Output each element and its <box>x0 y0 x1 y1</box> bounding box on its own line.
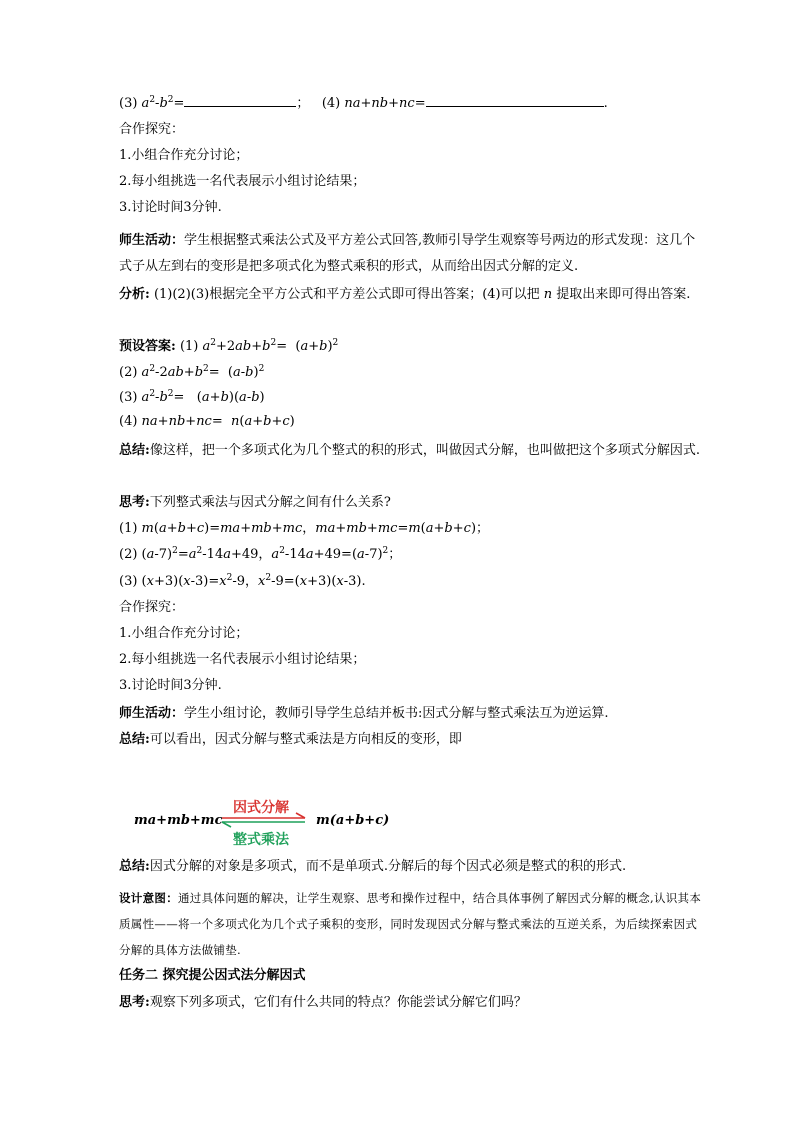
think-text: 观察下列多项式，它们有什么共同的特点？你能尝试分解它们吗？ <box>149 995 527 1010</box>
summary-paragraph-3 <box>119 858 626 876</box>
coop-item: 3.讨论时间3分钟. <box>119 200 222 215</box>
coop-item: 1.小组合作充分讨论； <box>119 626 249 641</box>
analysis-label: 分析: <box>119 287 150 302</box>
summary-text: 可以看出，因式分解与整式乘法是方向相反的变形，即 <box>149 732 462 747</box>
activity-label: 师生活动： <box>119 233 185 248</box>
multiplication-label: 整式乘法 <box>233 832 289 848</box>
q3-label: (3) $a^2-b^2=$ <box>119 95 185 111</box>
activity-label: 师生活动： <box>119 706 185 721</box>
separator: ； <box>296 96 310 111</box>
coop-title: 合作探究： <box>119 122 185 137</box>
activity-text: 学生根据整式乘法公式及平方差公式回答,教师引导学生观察等号两边的形式发现：这几个式子从左到右的变形是把多项式化为整式乘积的形式，从而给出因式分解的定义. <box>119 233 696 274</box>
diagram-right-expr: m(a+b+c) <box>316 813 390 828</box>
coop-title: 合作探究： <box>119 600 185 615</box>
think-label: 思考: <box>119 995 150 1010</box>
summary-text: 像这样，把一个多项式化为几个整式的积的形式，叫做因式分解，也叫做把这个多项式分解因式. <box>149 443 700 458</box>
line-end: . <box>603 96 608 111</box>
coop-item: 2.每小组挑选一名代表展示小组讨论结果； <box>119 652 366 667</box>
task-heading: 任务二 探究提公因式法分解因式 <box>119 968 306 983</box>
analysis-var: n <box>543 287 553 302</box>
analysis-text: 案. <box>673 287 691 302</box>
summary-text: 因式分解的对象是多项式，而不是单项式.分解后的每个因式必须是整式的积的形式. <box>149 859 627 874</box>
think-text: 下列整式乘法与因式分解之间有什么关系? <box>149 495 391 510</box>
summary-label: 总结: <box>119 859 150 874</box>
diagram-left-expr: ma+mb+mc <box>134 813 223 828</box>
summary-label: 总结: <box>119 732 150 747</box>
design-intent-paragraph <box>92 885 704 963</box>
preset-answer-3: (3) $a^2-b^2= (a+b)(a-b)$ <box>119 389 265 405</box>
think-question-2 <box>119 994 527 1012</box>
design-label: 设计意图： <box>119 891 178 905</box>
preset-answer-4: (4) na+nb+nc= n(a+b+c) <box>119 414 295 429</box>
think-item-1: (1) m(a+b+c)=ma+mb+mc，ma+mb+mc=m(a+b+c)； <box>119 521 490 536</box>
factorization-label: 因式分解 <box>233 800 289 816</box>
think-item-2: (2) $(a-7)^2=a^2-14a+49$，$a^2-14a+49=(a-7)^2$； <box>119 546 402 562</box>
coop-item: 2.每小组挑选一名代表展示小组讨论结果； <box>119 174 366 189</box>
think-label: 思考: <box>119 495 150 510</box>
preset-answer-2: (2) $a^2-2ab+b^2= (a-b)^2$ <box>119 364 265 380</box>
preset-answer-1: 预设答案: (1) $a^2+2ab+b^2= (a+b)^2$ <box>119 338 339 354</box>
analysis-text: 提取出来即可得出答 <box>552 287 674 302</box>
coop-item: 1.小组合作充分讨论； <box>119 148 249 163</box>
coop-item: 3.讨论时间3分钟. <box>119 678 222 693</box>
summary-label: 总结: <box>119 443 150 458</box>
activity-text: 学生小组讨论，教师引导学生总结并板书:因式分解与整式乘法互为逆运算. <box>184 706 609 721</box>
preset-label: 预设答案: <box>119 339 176 354</box>
design-text: 通过具体问题的解决，让学生观察、思考和操作过程中，结合具体事例了解因式分解的概念,认识其本质属性——将一个多项式化为几个式子乘积的变形，同时发现因式分解与整式乘法的互逆关系，为后续探索因式分解的具体方法做铺垫. <box>119 891 702 957</box>
q4-label: (4) na+nb+nc= <box>321 96 426 111</box>
think-item-3: (3) $(x+3)(x-3)=x^2-9$，$x^2-9=(x+3)(x-3)$. <box>119 573 366 589</box>
analysis-text: (1)(2)(3)根据完全平方公式和平方差公式即可得出答案；(4)可以把 <box>149 287 544 302</box>
